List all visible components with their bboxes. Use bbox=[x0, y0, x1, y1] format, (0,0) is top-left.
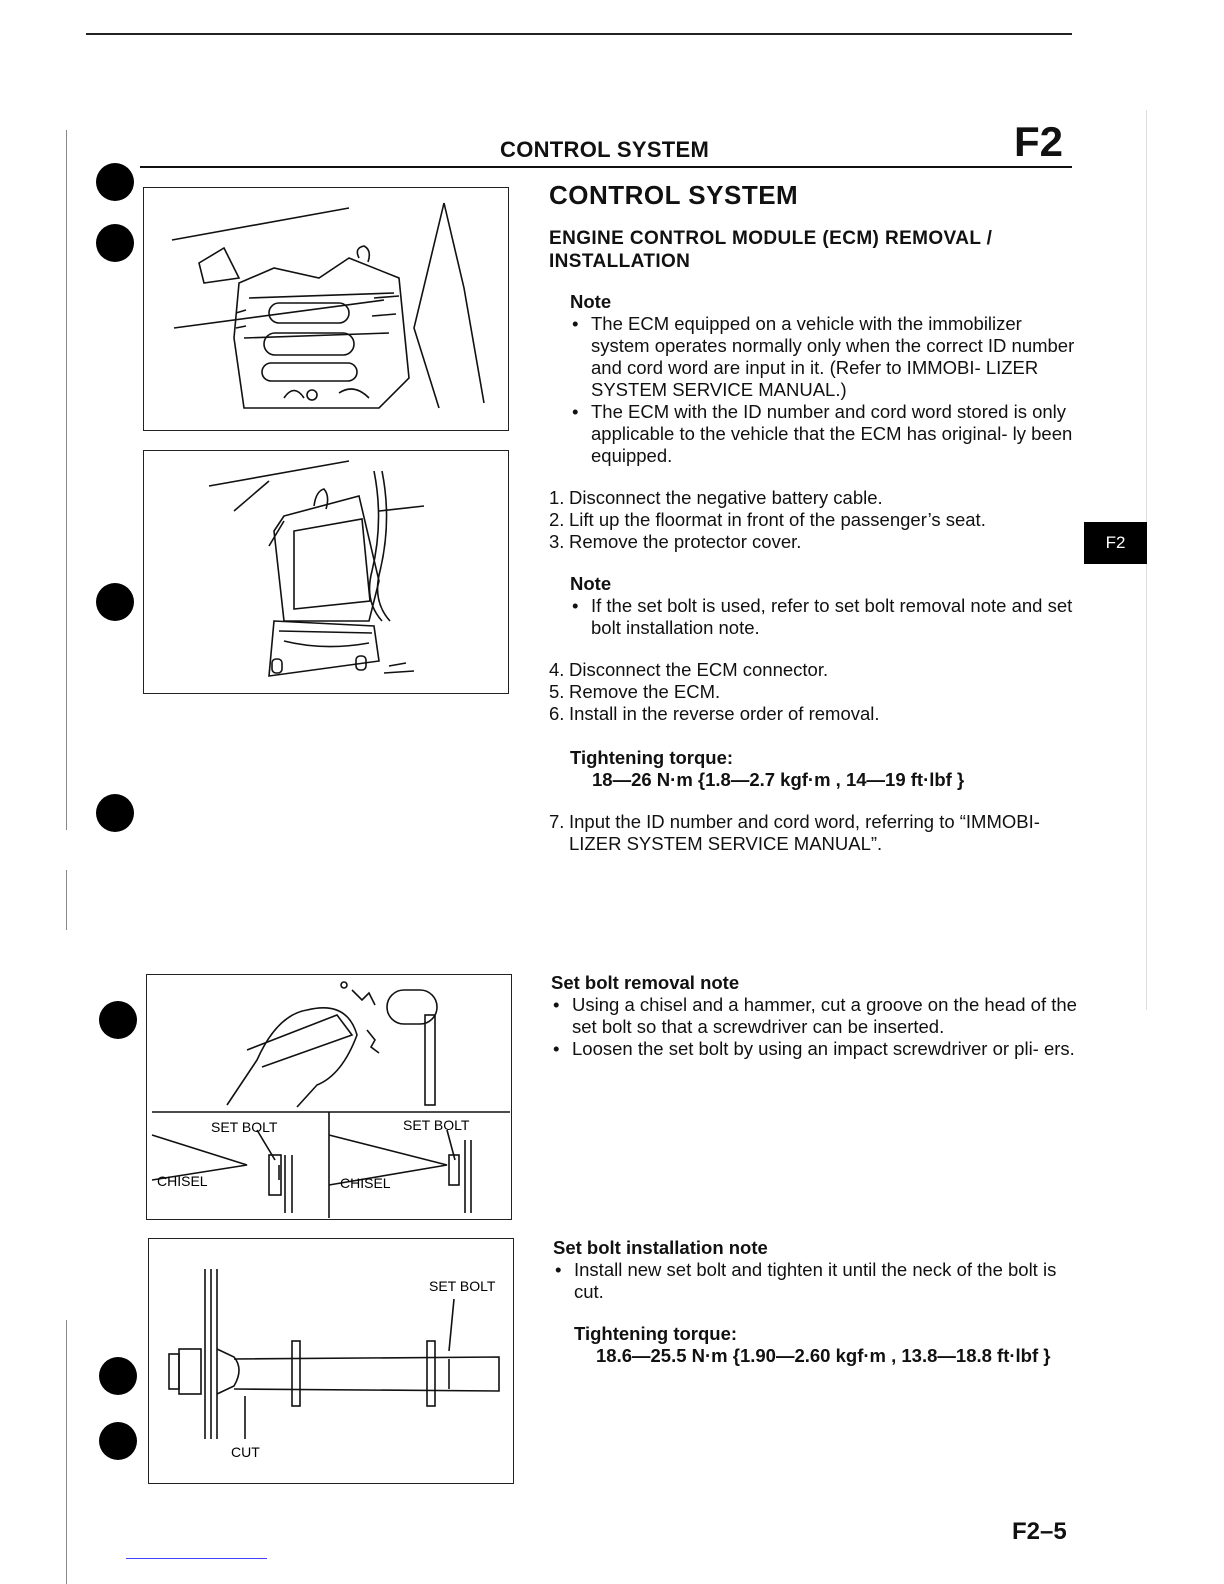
steps-list-b bbox=[549, 659, 1079, 725]
torque-label: Tightening torque: bbox=[570, 747, 734, 768]
procedure-title: ENGINE CONTROL MODULE (ECM) REMOVAL / INSTALLATION bbox=[549, 228, 993, 272]
punch-hole bbox=[99, 1001, 137, 1039]
note-label: Note bbox=[570, 291, 612, 312]
installation-note bbox=[553, 1237, 1083, 1367]
label-set-bolt-install: SET BOLT bbox=[429, 1278, 496, 1294]
step-7 bbox=[549, 811, 1079, 855]
label-set-bolt-left: SET BOLT bbox=[211, 1119, 278, 1135]
set-bolt-illustration bbox=[149, 1239, 513, 1483]
ecm-illustration bbox=[144, 451, 508, 693]
torque-block-1 bbox=[549, 747, 1079, 791]
note-bullet: • The ECM with the ID number and cord word stored is only applicable to the vehicle that the ECM has original- ly been equipped. bbox=[570, 401, 1079, 467]
torque-label: Tightening torque: bbox=[574, 1323, 738, 1344]
header-rule bbox=[140, 166, 1072, 168]
label-chisel-right: CHISEL bbox=[340, 1175, 391, 1191]
page-number: F2–5 bbox=[1012, 1518, 1067, 1545]
figure-protector-cover bbox=[143, 187, 509, 431]
installation-note-title: Set bolt installation note bbox=[553, 1237, 768, 1258]
note-label: Note bbox=[570, 573, 612, 594]
removal-note bbox=[551, 972, 1081, 1060]
step-item: 2. Lift up the floormat in front of the passenger’s seat. bbox=[549, 509, 986, 530]
punch-hole bbox=[99, 1357, 137, 1395]
protector-cover-illustration bbox=[144, 188, 508, 430]
figure-ecm bbox=[143, 450, 509, 694]
binding-line bbox=[66, 1320, 67, 1584]
steps-list-a bbox=[549, 487, 1079, 553]
punch-hole bbox=[96, 583, 134, 621]
step-item: 7. Input the ID number and cord word, referring to “IMMOBI- LIZER SYSTEM SERVICE MANUAL”. bbox=[549, 811, 1040, 854]
label-chisel-left: CHISEL bbox=[157, 1173, 208, 1189]
step-item: 3. Remove the protector cover. bbox=[549, 531, 802, 552]
torque-value: 18—26 N·m {1.8—2.7 kgf·m , 14—19 ft·lbf } bbox=[592, 769, 965, 790]
section-tab[interactable]: F2 bbox=[1084, 522, 1147, 564]
step-item: 1. Disconnect the negative battery cable. bbox=[549, 487, 883, 508]
page-title: CONTROL SYSTEM bbox=[549, 180, 799, 210]
punch-hole bbox=[96, 163, 134, 201]
label-cut: CUT bbox=[231, 1444, 260, 1460]
figure-set-bolt-installation bbox=[148, 1238, 514, 1484]
removal-note-title: Set bolt removal note bbox=[551, 972, 740, 993]
note-bullet: • If the set bolt is used, refer to set bolt removal note and set bolt installation note. bbox=[570, 595, 1079, 639]
chisel-hammer-illustration bbox=[147, 975, 511, 1219]
main-content bbox=[549, 180, 1079, 855]
removal-note-bullet: • Using a chisel and a hammer, cut a groove on the head of the set bolt so that a screwdriver can be inserted. bbox=[551, 994, 1081, 1038]
binding-line bbox=[66, 870, 67, 930]
installation-note-bullet: • Install new set bolt and tighten it until the neck of the bolt is cut. bbox=[553, 1259, 1083, 1303]
header-section-title: CONTROL SYSTEM bbox=[500, 137, 710, 162]
bottom-link-line bbox=[126, 1558, 267, 1559]
removal-note-bullet: • Loosen the set bolt by using an impact screwdriver or pli- ers. bbox=[551, 1038, 1081, 1060]
punch-hole bbox=[99, 1422, 137, 1460]
step-item: 5. Remove the ECM. bbox=[549, 681, 721, 702]
torque-block-2 bbox=[553, 1323, 1083, 1367]
header-section-code: F2 bbox=[1014, 118, 1064, 165]
binding-line bbox=[66, 130, 67, 830]
label-set-bolt-right: SET BOLT bbox=[403, 1117, 470, 1133]
step-item: 4. Disconnect the ECM connector. bbox=[549, 659, 829, 680]
torque-value: 18.6—25.5 N·m {1.90—2.60 kgf·m , 13.8—18.8 ft·lbf } bbox=[596, 1345, 1051, 1366]
note-bullet: • The ECM equipped on a vehicle with the immobilizer system operates normally only when the correct ID number and cord word are input in it. (Refer to IMMOBI- LIZER SYSTEM SERVICE MANUAL.) bbox=[570, 313, 1079, 401]
figure-set-bolt-removal bbox=[146, 974, 512, 1220]
note-block-2 bbox=[549, 573, 1079, 639]
top-rule bbox=[86, 33, 1072, 35]
punch-hole bbox=[96, 794, 134, 832]
punch-hole bbox=[96, 224, 134, 262]
step-item: 6. Install in the reverse order of removal. bbox=[549, 703, 880, 724]
note-block-1 bbox=[549, 291, 1079, 467]
